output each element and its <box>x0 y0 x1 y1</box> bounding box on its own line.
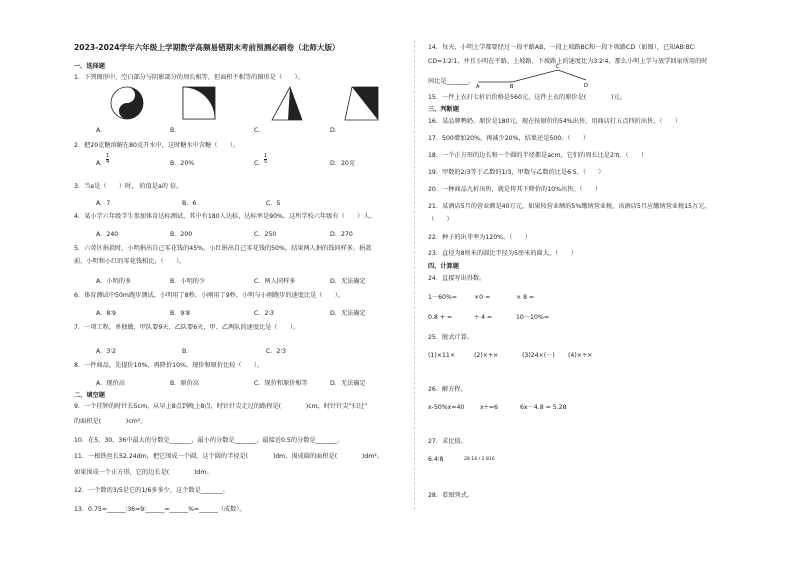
q25-item-3: (3)24×(－) <box>522 352 555 359</box>
route-label-d: D <box>584 83 588 89</box>
q8-option-d: D．无法确定 <box>330 380 366 387</box>
question-5-line-2: 前，小明和小红的零花钱相比，（ ）。 <box>74 258 186 265</box>
question-27: 27．求比值。 <box>428 438 467 445</box>
route-diagram <box>472 66 592 88</box>
question-16: 16．某品牌鸭奶，原价是180元，现在按原价的54%出售，用商店打五点四折出售。（ ） <box>428 118 682 125</box>
q5-option-c: C．两人同样多 <box>254 278 296 285</box>
q5-option-a: A．小明的多 <box>96 278 132 285</box>
q3-option-a: A．7 <box>96 200 111 207</box>
q2-option-d: D．20克 <box>330 160 356 167</box>
section-calc: 四、计算题 <box>428 263 459 270</box>
route-label-c: C <box>556 64 560 70</box>
question-23: 23．直径为8厘米的圆比半径为5厘米的圆大。（ ） <box>428 250 577 257</box>
q25-item-4: (4)×÷× <box>568 352 593 359</box>
q8-option-c: C．现价和原价相等 <box>254 380 308 387</box>
question-3: 3．当a是（ ）时， 的值是a的 倍。 <box>74 183 183 190</box>
question-15: 15．一件上衣打七折后价格是560元，这件上衣的原价是( )元。 <box>428 94 626 101</box>
q25-item-1: (1)×11× <box>428 352 456 359</box>
q7-option-b: B． <box>182 348 193 355</box>
q27-item-2: 28.16 / 2.816 <box>464 457 495 462</box>
question-17: 17．500增加20%，再减少20%，结果还是500。（ ） <box>428 135 590 142</box>
question-22: 22．种子的出芽率为120%。（ ） <box>428 234 531 241</box>
question-11-line-2: 如果围成一个正方形，它的边长是( )dm。 <box>74 469 213 476</box>
question-28: 28．看图列式。 <box>428 492 473 499</box>
question-19: 19．甲数的2/3等于乙数的1/3，甲数与乙数的比是6∶5。（ ） <box>428 169 605 176</box>
question-9: 9．一个挂钟的时针长5cm，从早上8点到晚上8点，时针针尖走过的路程是( )cm，时针针尖“扫过” <box>74 403 368 410</box>
q26-item-3: 6x－4.8 = 5.28 <box>520 404 567 411</box>
question-21: 21．某酒店5月的营业额是40万元，如果按营业额的5%缴纳营业税，该酒店5月应缴纳营业税15万元。 <box>428 203 711 210</box>
question-2: 2．把20克糖溶解在80克开水中，这时糖水中含糖（ ）。 <box>74 142 240 149</box>
q27-item-1: 6.4∶8 <box>428 456 444 463</box>
question-14-line-2: CD=1∶2∶1，并且小明在平路、上坡路、下坡路上的速度比为3∶2∶4，那么小明上学与放学回家所用的时 <box>428 58 708 65</box>
question-9-line-2: 的面积是( )cm²。 <box>74 418 147 425</box>
question-25: 25．脱式计算。 <box>428 334 473 341</box>
q24-item-6: 10－10%= <box>516 314 549 321</box>
yin-yang-figure <box>110 86 144 120</box>
q24-item-1: 1－60%= <box>428 294 458 301</box>
q2-fraction-c: 1 5 <box>264 153 268 165</box>
triangle-figure <box>268 86 304 122</box>
question-4: 4．某小学六年级学生参加体育达标测试，其中有180人达标，达标率是90%，这所学校六年级有（ ）人。 <box>74 213 376 220</box>
q3-option-c: C．5 <box>266 200 281 207</box>
route-label-b: B <box>510 84 514 90</box>
question-14-line-3: 间比是_______。 <box>428 78 475 85</box>
section-choice: 一、选择题 <box>74 63 105 70</box>
q8-option-b: B．原价高 <box>170 380 199 387</box>
q4-option-c: C．250 <box>254 231 277 238</box>
q4-option-a: A．240 <box>96 231 119 238</box>
q1-option-b: B． <box>170 127 181 134</box>
q24-item-2: ×0 = <box>474 294 491 301</box>
route-label-a: A <box>476 84 480 90</box>
q25-item-2: (2)×+× <box>474 352 499 359</box>
q7-option-a: A．3∶2 <box>96 348 116 355</box>
question-21-line-2: （ ） <box>428 216 453 223</box>
question-8: 8．一件商品，先提价10%，再降价10%，现价和原价比较（ ）。 <box>74 362 264 369</box>
question-1: 1．下列图形中，空白部分与阴影部分的周长相等，但面积不相等的图形是（ ）。 <box>74 74 304 81</box>
question-20: 20．一种商品九折出售，就是将其下降价的10%出售。（ ） <box>428 186 602 193</box>
q1-option-d: D． <box>330 127 341 134</box>
q1-option-c: C． <box>254 127 265 134</box>
trapezoid-figure <box>344 86 380 122</box>
q2-option-b: B．20% <box>170 160 195 167</box>
q5-option-b: B．小明的少 <box>170 278 206 285</box>
question-5: 5．六荧区捐款时，小明捐出自己零花钱的45%，小红捐出自己零花钱的50%，结果两人捐的钱同样多。捐款 <box>74 245 372 252</box>
question-18: 18．一个正方形的边长和一个圆的半径都是acm，它们的周长比是2∶π。（ ） <box>428 152 648 159</box>
q4-option-b: B．200 <box>170 231 193 238</box>
section-judge: 三、判断题 <box>428 106 459 113</box>
q8-option-a: A．现价高 <box>96 380 125 387</box>
page-title: 2023-2024学年六年级上学期数学高频易错期末考前预测必刷卷（北师大版） <box>74 43 340 52</box>
q26-item-2: x÷=6 <box>480 404 498 411</box>
column-divider <box>414 40 415 510</box>
q2-fraction-a: 1 4 <box>106 153 110 165</box>
question-7: 7．一项工程，单独做，甲队要9天，乙队要6天，甲、乙两队的速度比是（ ）。 <box>74 324 300 331</box>
q24-item-5: ÷ 4 = <box>474 314 493 321</box>
question-26: 26．解方程。 <box>428 386 467 393</box>
question-24: 24．直接写出得数。 <box>428 275 486 282</box>
q24-item-3: × 8 = <box>516 294 535 301</box>
q5-option-d: D．无法确定 <box>330 278 366 285</box>
q6-option-a: A．8∶9 <box>96 310 116 317</box>
q7-option-c: C．2∶3 <box>266 348 286 355</box>
question-12: 12．一个数的3/5是它的1/6多多少，这个数是_______。 <box>74 487 229 494</box>
question-14: 14．每天，小明上学都要经过一段平路AB，一段上坡路BC和一段下坡路CD（如图），已知AB∶BC∶ <box>428 44 696 51</box>
q24-item-4: 0.8 + = <box>428 314 453 321</box>
q2-option-a: A． <box>96 160 107 167</box>
q2-option-c: C． <box>254 160 265 167</box>
q1-option-a: A． <box>96 127 107 134</box>
question-13: 13．0.75=______∶36=9∶______=______%=______（成数）。 <box>74 506 246 513</box>
quarter-circle-figure <box>182 86 216 120</box>
question-6: 6．体育测试中50m跑步测试，小明用了8秒，小刚用了9秒，小明与小刚跑步的速度比是（ ）。 <box>74 292 345 299</box>
q6-option-c: C．2∶3 <box>254 310 274 317</box>
section-fill: 二、填空题 <box>74 392 105 399</box>
q26-item-1: x-50%x=40 <box>428 404 465 411</box>
question-11: 11．一根铁丝长52.24dm，把它围成一个圆，这个圆的半径是( )dm，围成圆的面积是( )dm²。 <box>74 453 383 460</box>
question-10: 10．在5、30、36中最大的分数是_______，最小的分数是_______，最接近0.5的分数是_______。 <box>74 437 344 444</box>
q3-option-b: B．6 <box>182 200 197 207</box>
q6-option-d: D．无法确定 <box>330 310 366 317</box>
q6-option-b: B．9∶8 <box>170 310 190 317</box>
q4-option-d: D．270 <box>330 231 353 238</box>
